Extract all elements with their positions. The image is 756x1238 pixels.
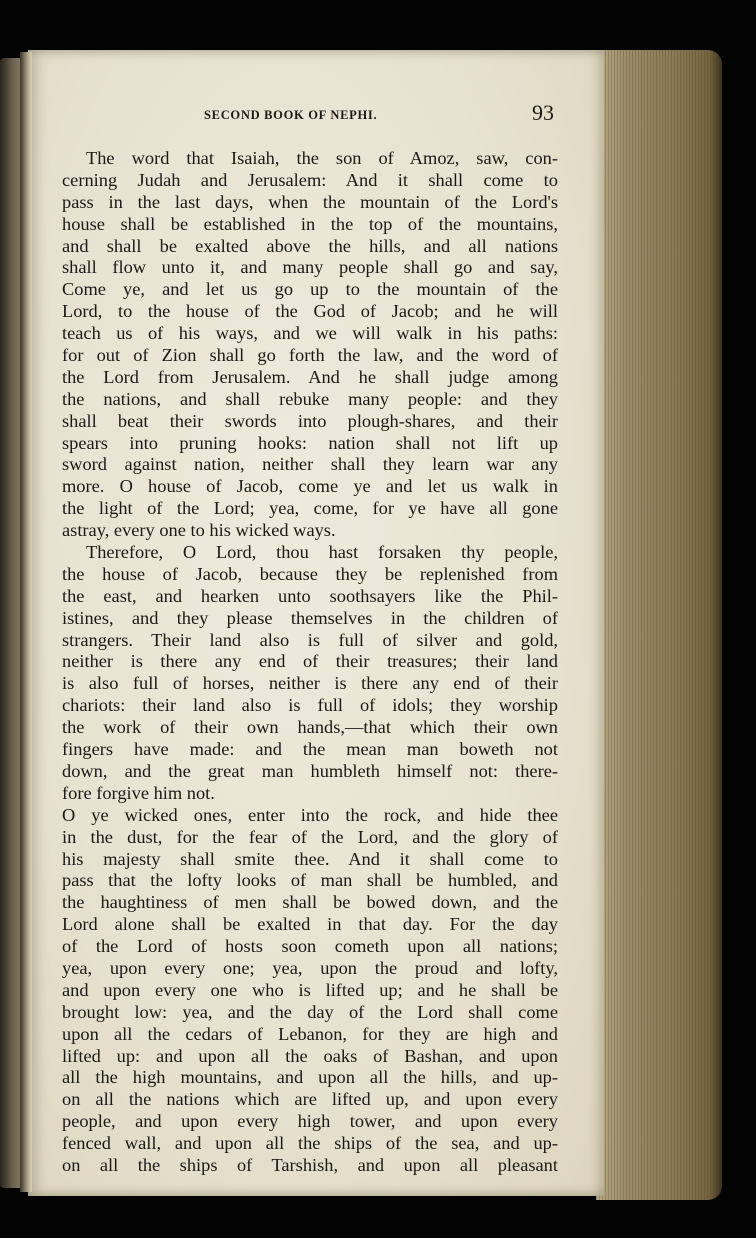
text-line: all the high mountains, and upon all the hills, and up- [62, 1067, 558, 1088]
text-line: astray, every one to his wicked ways. [62, 520, 336, 541]
text-line: people, and upon every high tower, and upon every [62, 1111, 558, 1132]
text-line: the house of Jacob, because they be replenished from [62, 563, 558, 584]
text-line: pass that the lofty looks of man shall be humbled, and [62, 870, 558, 891]
text-line: fore forgive him not. [62, 782, 215, 803]
text-line: and upon every one who is lifted up; and he shall be [62, 979, 558, 1000]
body-text [62, 148, 558, 1177]
text-line: fenced wall, and upon all the ships of the sea, and up- [62, 1133, 558, 1154]
text-line: Therefore, O Lord, thou hast forsaken thy people, [86, 542, 558, 563]
text-line: for out of Zion shall go forth the law, and the word of [62, 345, 558, 366]
book-gutter [20, 52, 32, 1192]
text-line: down, and the great man humbleth himself not: there- [62, 760, 558, 781]
text-line: lifted up: and upon all the oaks of Bashan, and upon [62, 1045, 558, 1066]
text-line: strangers. Their land also is full of silver and gold, [62, 629, 558, 650]
text-line: Lord alone shall be exalted in that day. For the day [62, 914, 558, 935]
text-line: the light of the Lord; yea, come, for ye have all gone [62, 498, 558, 519]
text-line: yea, upon every one; yea, upon the proud and lofty, [62, 957, 558, 978]
text-line: is also full of horses, neither is there any end of their [62, 673, 558, 694]
text-line: shall beat their swords into plough-shares, and their [62, 410, 558, 431]
text-line: shall flow unto it, and many people shall go and say, [62, 257, 558, 278]
text-line: teach us of his ways, and we will walk in his paths: [62, 323, 558, 344]
text-line: neither is there any end of their treasures; their land [62, 651, 558, 672]
text-line: Lord, to the house of the God of Jacob; and he will [62, 301, 558, 322]
text-line: spears into pruning hooks: nation shall not lift up [62, 432, 558, 453]
page-number: 93 [532, 100, 554, 125]
text-line: cerning Judah and Jerusalem: And it shall come to [62, 169, 558, 190]
text-line: brought low: yea, and the day of the Lord shall come [62, 1001, 558, 1022]
text-line: the east, and hearken unto soothsayers like the Phil- [62, 585, 558, 606]
text-line: more. O house of Jacob, come ye and let us walk in [62, 476, 558, 497]
text-line: fingers have made: and the mean man boweth not [62, 739, 558, 760]
text-line: the nations, and shall rebuke many people: and they [62, 388, 558, 409]
text-line: house shall be established in the top of the mountains, [62, 213, 558, 234]
text-line: his majesty shall smite thee. And it shall come to [62, 848, 558, 869]
text-line: pass in the last days, when the mountain of the Lord's [62, 191, 558, 212]
text-line: upon all the cedars of Lebanon, for they are high and [62, 1023, 558, 1044]
text-line: in the dust, for the fear of the Lord, and the glory of [62, 826, 558, 847]
text-line: The word that Isaiah, the son of Amoz, saw, con- [86, 148, 558, 168]
text-line: on all the nations which are lifted up, and upon every [62, 1089, 558, 1110]
text-line: the haughtiness of men shall be bowed down, and the [62, 892, 558, 913]
page-edges [596, 50, 722, 1200]
text-line: the work of their own hands,—that which their own [62, 717, 558, 738]
text-line: Come ye, and let us go up to the mountain of the [62, 279, 558, 300]
text-line: and shall be exalted above the hills, and all nations [62, 235, 558, 256]
text-line: the Lord from Jerusalem. And he shall judge among [62, 366, 558, 387]
text-line: istines, and they please themselves in the children of [62, 607, 558, 628]
running-head: SECOND BOOK OF NEPHI. [204, 108, 378, 122]
text-line: on all the ships of Tarshish, and upon all pleasant [62, 1154, 558, 1175]
text-line: chariots: their land also is full of idols; they worship [62, 695, 558, 716]
text-line: sword against nation, neither shall they learn war any [62, 454, 558, 475]
text-line: O ye wicked ones, enter into the rock, and hide thee [62, 804, 558, 825]
text-line: of the Lord of hosts soon cometh upon all nations; [62, 936, 558, 957]
